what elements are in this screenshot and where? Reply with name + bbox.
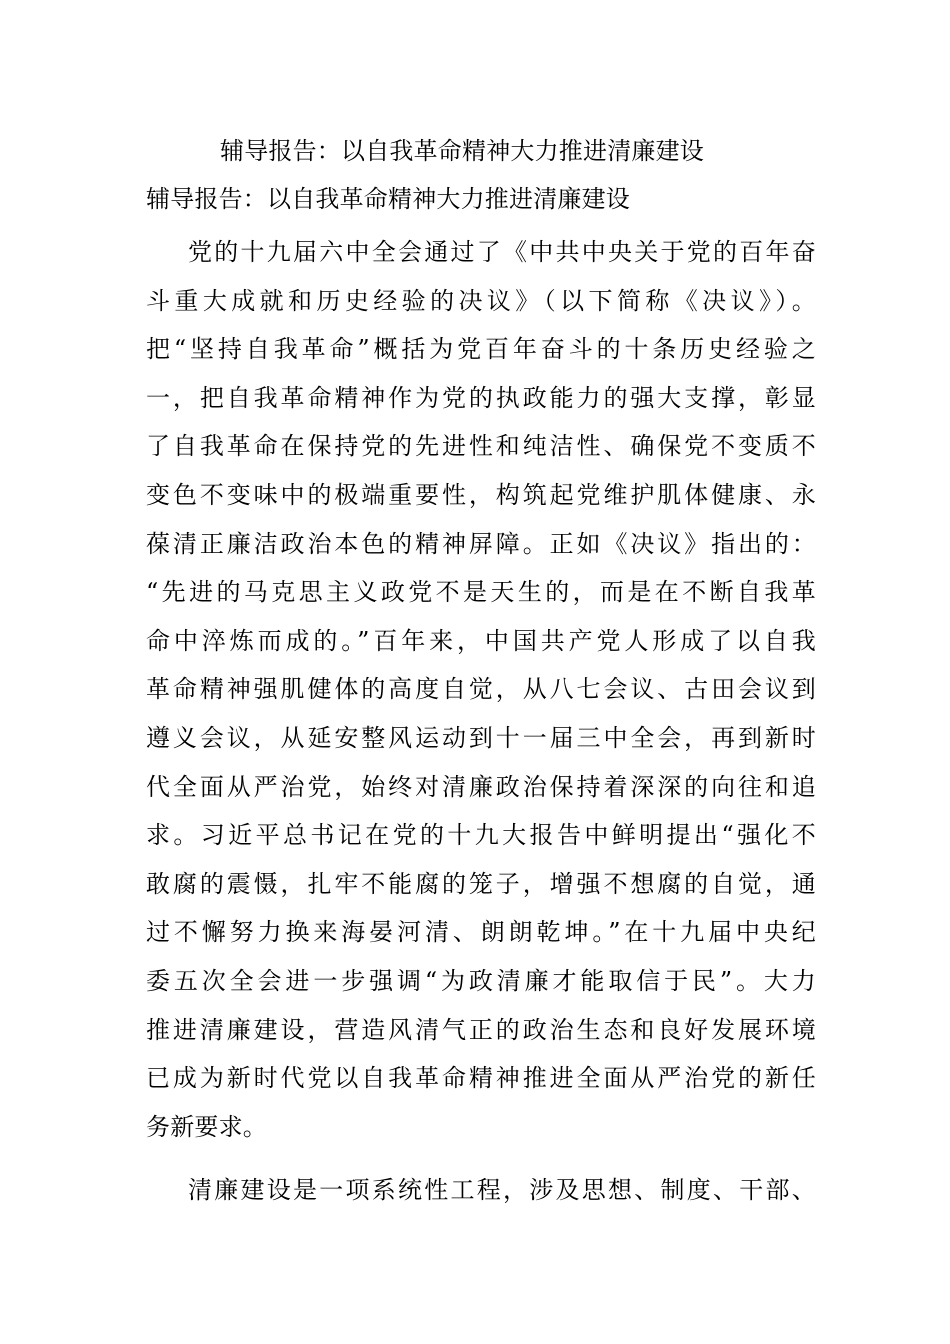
paragraph-1-line: 命中淬炼而成的。”百年来，中国共产党人形成了以自我 bbox=[146, 626, 816, 655]
paragraph-1-line: 一，把自我革命精神作为党的执政能力的强大支撑，彰显 bbox=[146, 383, 816, 412]
paragraph-1-line: 把“坚持自我革命”概括为党百年奋斗的十条历史经验之 bbox=[146, 335, 816, 364]
paragraph-1-line: 党的十九届六中全会通过了《中共中央关于党的百年奋 bbox=[188, 238, 816, 266]
paragraph-1-line: 葆清正廉洁政治本色的精神屏障。正如《决议》指出的： bbox=[146, 529, 816, 558]
document-title: 辅导报告：以自我革命精神大力推进清廉建设 bbox=[220, 137, 704, 165]
paragraph-1-line: 务新要求。 bbox=[146, 1112, 267, 1141]
paragraph-2-line: 清廉建设是一项系统性工程，涉及思想、制度、干部、 bbox=[188, 1176, 816, 1204]
document-heading-repeat: 辅导报告：以自我革命精神大力推进清廉建设 bbox=[146, 185, 630, 213]
paragraph-1-line: 委五次全会进一步强调“为政清廉才能取信于民”。大力 bbox=[146, 966, 816, 995]
paragraph-1-line: 代全面从严治党，始终对清廉政治保持着深深的向往和追 bbox=[146, 772, 816, 801]
paragraph-1-line: 革命精神强肌健体的高度自觉，从八七会议、古田会议到 bbox=[146, 675, 816, 704]
paragraph-2 bbox=[146, 1166, 816, 1215]
paragraph-1-line: 遵义会议，从延安整风运动到十一届三中全会，再到新时 bbox=[146, 723, 816, 752]
paragraph-1-line: 过不懈努力换来海晏河清、朗朗乾坤。”在十九届中央纪 bbox=[146, 918, 816, 947]
paragraph-1-line: 变色不变味中的极端重要性，构筑起党维护肌体健康、永 bbox=[146, 480, 816, 509]
paragraph-1-line: 斗重大成就和历史经验的决议》（以下简称《决议》）。 bbox=[146, 286, 816, 315]
paragraph-1-line: 求。习近平总书记在党的十九大报告中鲜明提出“强化不 bbox=[146, 821, 816, 850]
paragraph-1-line: 敢腐的震慑，扎牢不能腐的笼子，增强不想腐的自觉，通 bbox=[146, 869, 816, 898]
paragraph-1 bbox=[146, 228, 816, 1151]
paragraph-1-line: 已成为新时代党以自我革命精神推进全面从严治党的新任 bbox=[146, 1064, 816, 1093]
paragraph-1-line: “先进的马克思主义政党不是天生的，而是在不断自我革 bbox=[146, 578, 816, 607]
paragraph-1-line: 推进清廉建设，营造风清气正的政治生态和良好发展环境 bbox=[146, 1015, 816, 1044]
paragraph-1-line: 了自我革命在保持党的先进性和纯洁性、确保党不变质不 bbox=[146, 432, 816, 461]
